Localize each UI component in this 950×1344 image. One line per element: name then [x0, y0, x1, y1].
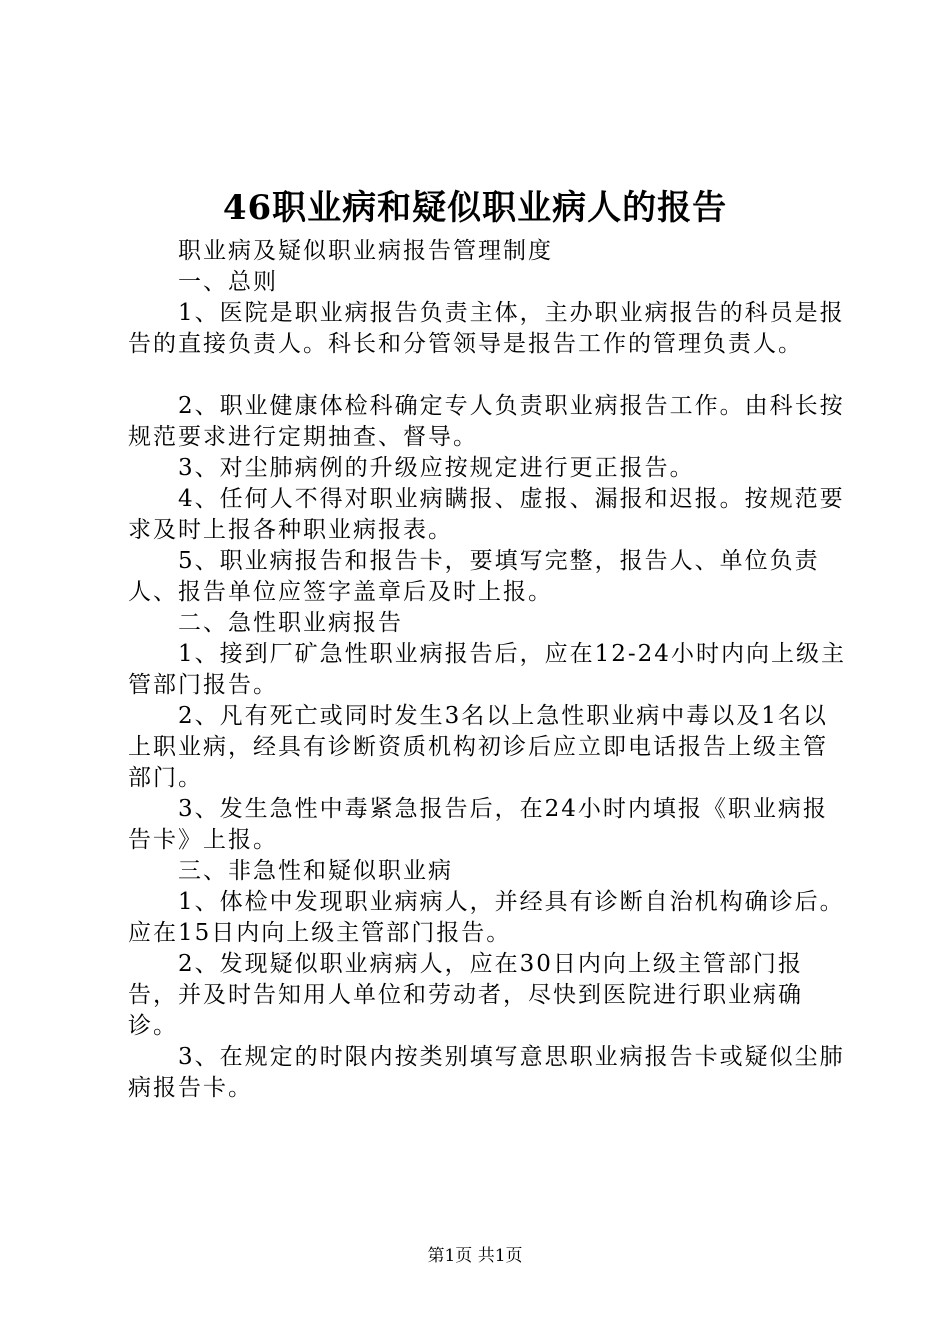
paragraph: 1、接到厂矿急性职业病报告后，应在12-24小时内向上级主管部门报告。 [128, 641, 846, 698]
paragraph: 3、发生急性中毒紧急报告后，在24小时内填报《职业病报告卡》上报。 [128, 796, 828, 853]
paragraph: 5、职业病报告和报告卡，要填写完整，报告人、单位负责人、报告单位应签字盖章后及时上报。 [128, 548, 820, 605]
section-heading-acute: 二、急性职业病报告 [178, 610, 403, 636]
paragraph: 2、发现疑似职业病病人，应在30日内向上级主管部门报告，并及时告知用人单位和劳动者，尽快到医院进行职业病确诊。 [128, 951, 803, 1039]
paragraph: 4、任何人不得对职业病瞒报、虚报、漏报和迟报。按规范要求及时上报各种职业病报表。 [128, 486, 845, 543]
paragraph: 1、医院是职业病报告负责主体，主办职业病报告的科员是报告的直接负责人。科长和分管领导是报告工作的管理负责人。 [128, 300, 845, 357]
document-title: 46职业病和疑似职业病人的报告 [222, 188, 728, 228]
document-body [128, 236, 848, 1104]
paragraph: 2、职业健康体检科确定专人负责职业病报告工作。由科长按规范要求进行定期抽查、督导。 [128, 393, 845, 450]
paragraph-subtitle: 职业病及疑似职业病报告管理制度 [178, 238, 553, 264]
paragraph: 3、在规定的时限内按类别填写意思职业病报告卡或疑似尘肺病报告卡。 [128, 1044, 845, 1101]
section-heading-non-acute: 三、非急性和疑似职业病 [178, 858, 453, 884]
section-heading-general: 一、总则 [178, 269, 278, 295]
paragraph: 3、对尘肺病例的升级应按规定进行更正报告。 [178, 455, 695, 481]
paragraph: 2、凡有死亡或同时发生3名以上急性职业病中毒以及1名以上职业病，经具有诊断资质机构初诊后应立即电话报告上级主管部门。 [128, 703, 828, 791]
page-number-footer: 第1页 共1页 [427, 1246, 523, 1266]
paragraph: 1、体检中发现职业病病人，并经具有诊断自治机构确诊后。应在15日内向上级主管部门报告。 [128, 889, 845, 946]
